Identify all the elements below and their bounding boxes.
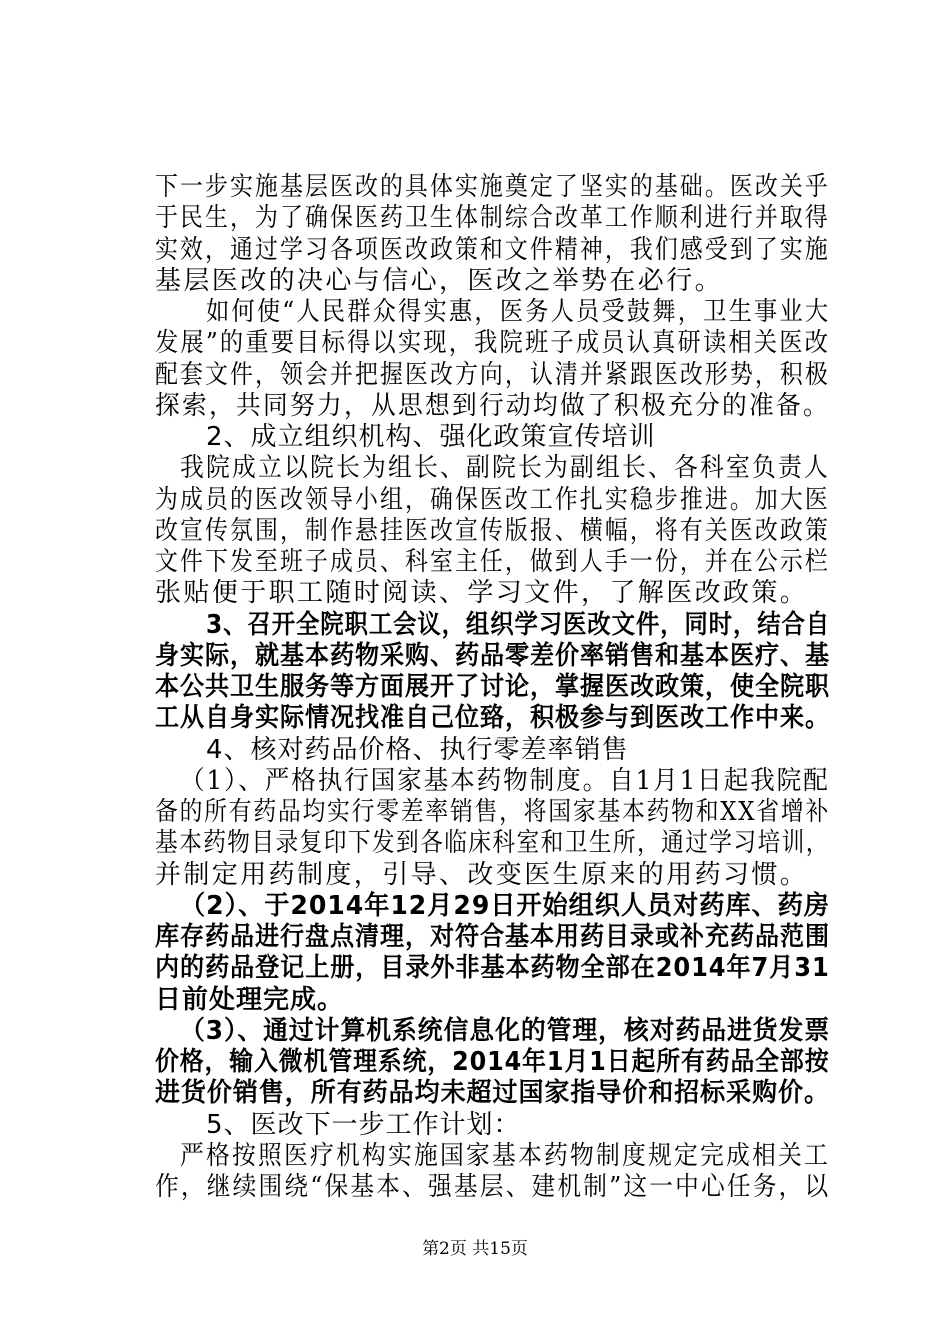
text-line-bold: （2）、于2014年12月29日开始组织人员对药库、药房 [180,891,830,921]
text-line: 作，继续围绕“保基本、强基层、建机制”这一中心任务，以 [155,1172,831,1202]
section-heading: 2、成立组织机构、强化政策宣传培训 [206,422,656,452]
text-line: 基层医改的决心与信心，医改之举势在必行。 [155,266,724,296]
text-line: 张贴便于职工随时阅读、学习文件，了解医改政策。 [155,578,809,608]
text-line-bold: 内的药品登记上册，目录外非基本药物全部在2014年7月31 [155,953,830,983]
text-line-bold: 进货价销售，所有药品均未超过国家指导价和招标采购价。 [155,1078,830,1108]
text-line-bold: 身实际，就基本药物采购、药品零差价率销售和基本医疗、基 [155,641,830,671]
text-line: 探索，共同努力，从思想到行动均做了积极充分的准备。 [155,391,831,421]
text-line-bold: 工从自身实际情况找准自己位臵，积极参与到医改工作中来。 [155,703,830,733]
section-heading: 5、医改下一步工作计划： [206,1110,521,1140]
text-line: 于民生，为了确保医药卫生体制综合改革工作顺利进行并取得 [155,203,830,233]
text-line-bold: 日前处理完成。 [155,985,345,1015]
text-line: 并制定用药制度，引导、改变医生原来的用药习惯。 [155,860,809,890]
text-line: 改宣传氛围，制作悬挂医改宣传版报、横幅，将有关医改政策 [155,516,830,546]
text-line-bold: （3）、通过计算机系统信息化的管理，核对药品进货发票 [180,1016,831,1046]
text-line-bold: 本公共卫生服务等方面展开了讨论，掌握医改政策，使全院职 [155,672,830,702]
text-line: 文件下发至班子成员、科室主任，做到人手一份，并在公示栏 [155,547,830,577]
text-line: （1）、严格执行国家基本药物制度。自1月1日起我院配 [180,766,830,796]
text-line: 严格按照医疗机构实施国家基本药物制度规定完成相关工 [180,1141,831,1171]
text-line: 备的所有药品均实行零差率销售，将国家基本药物和XX省增补 [155,797,831,827]
text-line: 为成员的医改领导小组，确保医改工作扎实稳步推进。加大医 [155,485,830,515]
text-line: 基本药物目录复印下发到各临床科室和卫生所，通过学习培训， [155,828,830,858]
text-line: 下一步实施基层医改的具体实施奠定了坚实的基础。医改关乎 [155,172,830,202]
text-line: 配套文件，领会并把握医改方向，认清并紧跟医改形势，积极 [155,360,830,390]
text-line: 我院成立以院长为组长、副院长为副组长、各科室负责人 [180,453,831,483]
text-line: 发展”的重要目标得以实现，我院班子成员认真研读相关医改 [155,328,831,358]
text-line: 如何使“人民群众得实惠，医务人员受鼓舞，卫生事业大 [206,297,831,327]
section-heading: 4、核对药品价格、执行零差率销售 [206,735,629,765]
text-line-bold: 价格，输入微机管理系统，2014年1月1日起所有药品全部按 [155,1047,830,1077]
text-line: 实效，通过学习各项医改政策和文件精神，我们感受到了实施 [155,235,830,265]
page-footer: 第2页 共15页 [422,1239,528,1259]
text-line-bold: 3、召开全院职工会议，组织学习医改文件，同时，结合自 [206,610,831,640]
text-line-bold: 库存药品进行盘点清理，对符合基本用药目录或补充药品范围 [155,922,830,952]
